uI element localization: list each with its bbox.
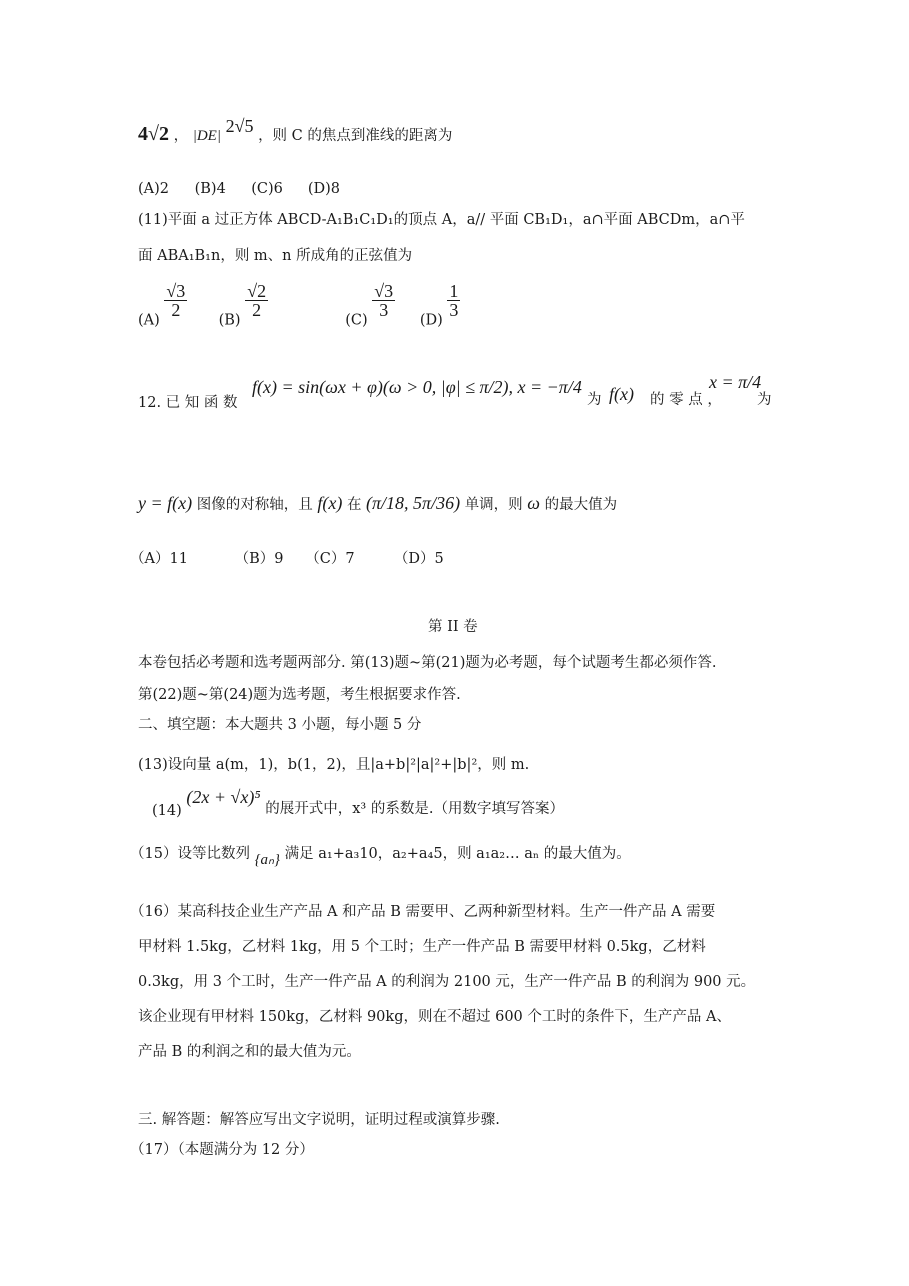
q11-option-a-label: (A): [138, 312, 160, 329]
q12-options: [130, 552, 444, 567]
q12-line2-fx: f(x): [317, 493, 343, 513]
q12-line2-text-4: 的最大值为: [544, 497, 618, 513]
q16-line-2: 甲材料 1.5kg，乙材料 1kg，用 5 个工时；生产一件产品 B 需要甲材料 0.5kg，乙材料: [138, 939, 706, 955]
q16-line-4: 该企业现有甲材料 150kg，乙材料 90kg，则在不超过 600 个工时的条件下，生产产品 A、: [138, 1009, 731, 1025]
section-2-para-2: 第(22)题~第(24)题为选考题，考生根据要求作答.: [138, 687, 461, 703]
q10-value-1: 4√2: [138, 123, 169, 145]
q12-formula: f(x) = sin(ωx + φ)(ω > 0, |φ| ≤ π/2), x = −π/4: [252, 377, 582, 397]
q11-option-d-fraction: $\frac{1}{3}$: [449, 281, 459, 320]
q10-option-d: (D)8: [307, 181, 340, 197]
q11-option-b-fraction: $\frac{√2}{2}$: [247, 281, 267, 320]
q11-option-b-label: (B): [218, 312, 241, 329]
q10-options: [138, 182, 340, 197]
q14-expression: (2x + √x)⁵: [186, 787, 261, 807]
q13-text: (13)设向量 a(m，1)，b(1，2)，且|a+b|²|a|²+|b|²，则 m.: [138, 757, 530, 773]
q12-word-wei-1: 为: [587, 392, 602, 408]
q12-line-2: [138, 494, 617, 513]
q15-text: 满足 a₁+a₃10，a₂+a₄5，则 a₁a₂… aₙ 的最大值为。: [284, 846, 631, 862]
section-2-title: 第 II 卷: [428, 619, 478, 635]
q15-sequence: {aₙ}: [254, 852, 281, 868]
q12-word-wei-2: 为: [757, 392, 772, 408]
q11-option-c-label: (C): [345, 312, 368, 329]
q12-line2-text-1: 图像的对称轴，且: [196, 497, 313, 513]
q14-text: 的展开式中，x³ 的系数是.（用数字填写答案）: [265, 801, 564, 817]
q16-line-3: 0.3kg，用 3 个工时，生产一件产品 A 的利润为 2100 元，生产一件产品 B 的利润为 900 元。: [138, 974, 756, 990]
q10-value-2: 2√5: [225, 116, 254, 136]
q12-option-a: （A）11: [130, 551, 188, 567]
fill-in-header: 二、填空题：本大题共 3 小题，每小题 5 分: [138, 717, 422, 733]
q11-option-c-fraction: $\frac{√3}{3}$: [374, 281, 394, 320]
q12-line2-text-2: 在: [346, 497, 362, 513]
q12-omega: ω: [527, 493, 541, 513]
q12-interval: (π/18, 5π/36): [366, 493, 461, 513]
q16-line-5: 产品 B 的利润之和的最大值为元。: [138, 1044, 361, 1060]
q11-options: [138, 282, 460, 328]
q12-zero-point: 的 零 点 ，: [650, 392, 722, 408]
q11-line-2: 面 ABA₁B₁n，则 m、n 所成角的正弦值为: [138, 248, 413, 264]
q12-line2-text-3: 单调，则: [464, 497, 523, 513]
q10-question-text: ，则 C 的焦点到准线的距离为: [258, 128, 453, 144]
q14-line: [152, 787, 564, 819]
q15-line: [130, 846, 631, 868]
q10-tail-line: [138, 116, 453, 145]
q12-y-eq-fx: y = f(x): [138, 493, 193, 513]
q12-option-d: （D）5: [393, 551, 444, 567]
q11-line-1: (11)平面 a 过正方体 ABCD-A₁B₁C₁D₁的顶点 A，a// 平面 CB₁D₁，a∩平面 ABCDm，a∩平: [138, 212, 745, 228]
q14-label: (14): [152, 803, 182, 819]
q10-separator: ，: [173, 128, 189, 144]
q10-option-c: (C)6: [251, 181, 283, 197]
q12-fx: f(x): [609, 384, 634, 404]
q16-line-1: （16）某高科技企业生产产品 A 和产品 B 需要甲、乙两种新型材料。生产一件产品 A 需要: [130, 904, 716, 920]
q15-label: （15）设等比数列: [130, 846, 250, 862]
q11-option-a-fraction: $\frac{√3}{2}$: [166, 281, 186, 320]
solve-header: 三. 解答题：解答应写出文字说明，证明过程或演算步骤.: [138, 1112, 500, 1128]
q10-option-b: (B)4: [194, 181, 226, 197]
q17-title: （17）（本题满分为 12 分）: [130, 1142, 314, 1158]
section-2-para-1: 本卷包括必考题和选考题两部分. 第(13)题~第(21)题为必考题，每个试题考生都必须作答.: [138, 655, 717, 671]
q12-option-b: （B）9: [234, 551, 284, 567]
q12-lead: 12. 已 知 函 数: [138, 395, 238, 411]
q12-axis-value: x = π/4: [709, 372, 762, 392]
q10-option-a: (A)2: [138, 181, 170, 197]
q10-de-label: |DE|: [192, 128, 221, 144]
q11-option-d-label: (D): [419, 312, 443, 329]
q12-option-c: （C）7: [305, 551, 355, 567]
